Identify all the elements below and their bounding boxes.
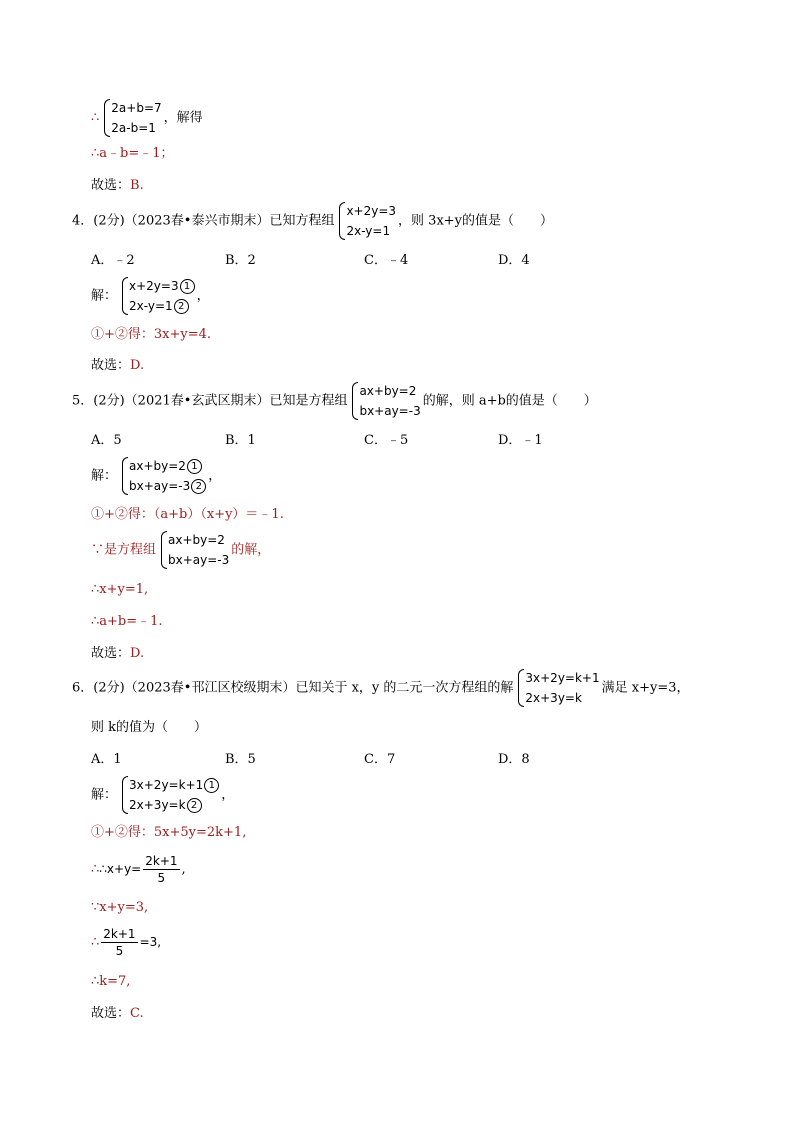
q5-answer-line [91, 646, 144, 662]
q5-stem-prefix: 5．(2分)（2021春•玄武区期末）已知是方程组 [72, 393, 348, 409]
option-c[interactable]: C．7 [364, 752, 396, 767]
top-answer-line [91, 178, 144, 194]
circled-number-1: 1 [187, 459, 202, 474]
q6-step-1: ①+②得：5x+5y=2k+1, [91, 825, 247, 840]
q6-step-5: ∴k=7, [91, 974, 131, 989]
q5-options [91, 433, 691, 449]
option-d[interactable]: D．4 [498, 253, 530, 268]
equation: x+2y=3 [346, 204, 397, 218]
therefore-symbol: ∴ [91, 862, 100, 877]
equation: ax+by=2 [359, 384, 417, 398]
q5-step-1: ①+②得：（a+b）（x+y）＝﹣1. [91, 507, 284, 522]
equation: 2x+3y=k 2 [129, 795, 219, 815]
therefore-symbol: ∴ [91, 110, 100, 126]
q6-solution-equations [119, 775, 219, 815]
circled-number-1: 1 [180, 279, 195, 294]
q6-stem-suffix: 满足 x+y=3， [601, 680, 690, 696]
top-equation-system [101, 98, 161, 138]
fraction [101, 926, 137, 959]
answer-prefix: 故选： [91, 358, 131, 373]
q6-options [91, 752, 691, 768]
option-c[interactable]: C．﹣5 [364, 433, 409, 448]
option-a[interactable]: A．1 [91, 752, 122, 767]
q4-step-1: ①+②得：3x+y=4. [91, 327, 212, 342]
circled-number-1: 1 [204, 778, 219, 793]
because-prefix: ∵是方程组 [91, 542, 157, 558]
solve-text: ，解得 [163, 110, 203, 126]
option-b[interactable]: B．1 [225, 433, 256, 448]
q6-step-3: ∵x+y=3, [91, 900, 149, 915]
equation: 2x+3y=k [525, 691, 582, 705]
circled-number-2: 2 [187, 798, 202, 813]
equation: 2a-b=1 [111, 121, 156, 135]
q4-stem-prefix: 4．(2分)（2023春•泰兴市期末）已知方程组 [72, 213, 335, 229]
equation: 3x+2y=k+1 1 [129, 775, 219, 795]
fraction-numerator: 2k+1 [145, 854, 178, 868]
q6-stem-prefix: 6．(2分)（2023春•邗江区校级期末）已知关于 x，y 的二元一次方程组的解 [72, 680, 514, 696]
solution-prefix: 解： [91, 288, 118, 304]
option-b[interactable]: B．5 [225, 752, 256, 767]
fraction-denominator: 5 [115, 944, 124, 958]
answer-value: D. [130, 358, 145, 373]
q6-step-4 [91, 926, 161, 959]
equation: bx+ay=-3 [168, 553, 230, 567]
q5-because-line [91, 530, 270, 570]
q5-solution-system: 解： ax+by=2 1 bx+ay=-3 2 ， [91, 456, 221, 496]
step2-text: ∴x+y= [99, 862, 142, 876]
q4-stem-suffix: ，则 3x+y的值是（ ） [398, 213, 554, 229]
answer-value: B. [130, 178, 144, 193]
answer-prefix: 故选： [91, 178, 131, 193]
option-a[interactable]: A．﹣2 [91, 253, 135, 268]
q5-step-3: ∴a+b=﹣1. [91, 614, 163, 629]
solution-prefix: 解： [91, 787, 118, 803]
equation: bx+ay=-3 2 [129, 476, 206, 496]
equation: 2x-y=1 2 [129, 296, 195, 316]
equation: 2a+b=7 [111, 101, 162, 115]
fraction [143, 853, 179, 886]
q4-solution-equations [119, 276, 195, 316]
q6-stem [72, 668, 690, 708]
equation: ax+by=2 [168, 533, 225, 547]
option-d[interactable]: D．﹣1 [498, 433, 543, 448]
answer-value: D. [130, 646, 145, 661]
q5-stem [72, 381, 597, 421]
equation: ax+by=2 1 [129, 456, 206, 476]
because-suffix: 的解， [231, 542, 271, 558]
answer-value: C. [130, 1006, 144, 1021]
q5-solution-equations [119, 456, 206, 496]
q4-stem [72, 201, 553, 241]
fraction-numerator: 2k+1 [103, 927, 136, 941]
equation: bx+ay=-3 [359, 404, 421, 418]
therefore-symbol: ∴ [91, 935, 100, 950]
top-result: ∴a﹣b=﹣1； [91, 146, 174, 161]
option-c[interactable]: C．﹣4 [364, 253, 409, 268]
q4-solution-system: 解： x+2y=3 1 2x-y=1 2 ， [91, 276, 210, 316]
q5-equation-system [349, 381, 420, 421]
option-a[interactable]: A．5 [91, 433, 122, 448]
q4-options [91, 253, 691, 269]
q5-step-2: ∴x+y=1, [91, 582, 149, 597]
q6-stem-line-2: 则 k的值为（ ） [91, 720, 208, 735]
equation: 2x-y=1 [346, 224, 391, 238]
circled-number-2: 2 [174, 299, 189, 314]
equation: x+2y=3 1 [129, 276, 195, 296]
q6-equation-system [515, 668, 599, 708]
q4-answer-line [91, 358, 144, 374]
option-b[interactable]: B．2 [225, 253, 256, 268]
equation: 3x+2y=k+1 [525, 671, 600, 685]
answer-prefix: 故选： [91, 1006, 131, 1021]
solution-prefix: 解： [91, 468, 118, 484]
answer-prefix: 故选： [91, 646, 131, 661]
circled-number-2: 2 [191, 479, 206, 494]
q6-step-2: ∴∴x+y= $\frac{2k+1}{5}$ , [91, 854, 186, 885]
option-d[interactable]: D．8 [498, 752, 530, 767]
q6-solution-system: 解： 3x+2y=k+1 1 2x+3y=k 2 ， [91, 775, 234, 815]
fraction-denominator: 5 [157, 871, 166, 885]
top-system-line [91, 98, 203, 138]
step4-suffix: =3, [139, 935, 162, 949]
q6-answer-line [91, 1006, 144, 1022]
q5-because-equations [158, 530, 229, 570]
q4-equation-system [336, 201, 396, 241]
q5-stem-suffix: 的解，则 a+b的值是（ ） [422, 393, 597, 409]
